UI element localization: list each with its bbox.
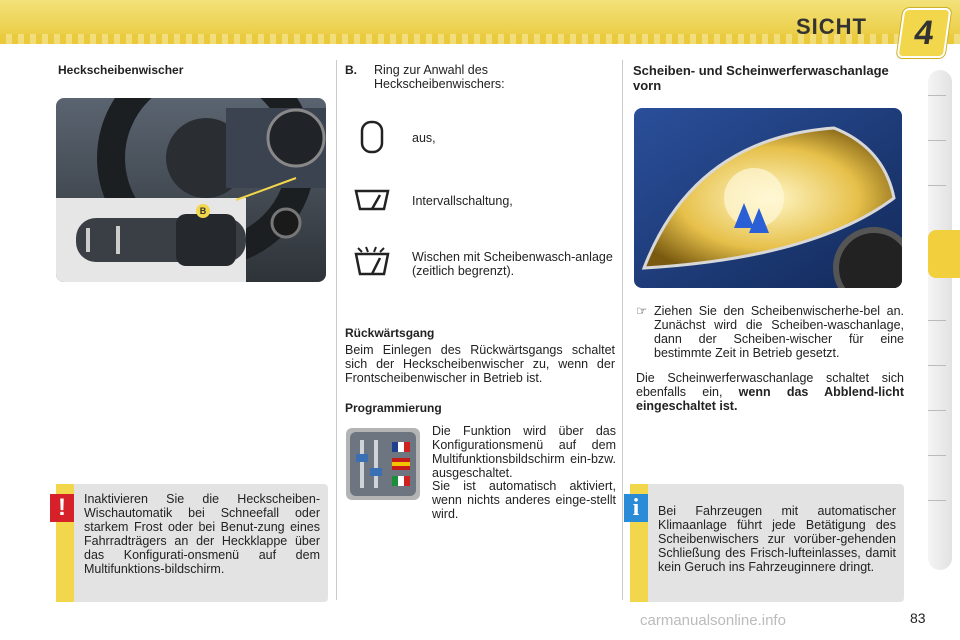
chapter-number-badge: 4 [896,8,951,58]
configuration-menu-icon [346,428,420,500]
note-text-plain: Die Scheinwerferwaschanlage schaltet sich ebenfalls ein, [636,371,904,399]
tab-divider [928,320,946,321]
programming-text-2: Sie ist automatisch aktiviert, wenn nichts anderes einge-stellt wird. [432,479,616,521]
watermark: carmanualsonline.info [640,612,786,629]
page-number: 83 [910,610,926,626]
headlamp-photo [634,108,902,288]
option-off-text: aus, [412,131,436,145]
tab-divider [928,140,946,141]
wiper-interval-icon [350,183,394,223]
option-wash-text: Wischen mit Scheibenwasch-anlage (zeitlich begrenzt). [412,250,613,278]
note-text-bold: wenn das Abblend-licht eingeschaltet ist. [636,385,904,413]
info-notice [630,484,904,602]
info-icon: i [624,494,648,522]
bullet-text: Ziehen Sie den Scheibenwischerhe-bel an. Zunächst wird die Scheiben-waschanlage, dann der Scheiben-wischer für eine bestimmte Zeit in Betrieb gesetzt. [654,304,904,360]
tab-divider [928,95,946,96]
front-washer-heading: Scheiben- und Scheinwerferwaschanlage vorn [633,63,889,93]
ring-text: Ring zur Anwahl des Heckscheibenwischers: [374,63,505,91]
option-interval-text: Intervallschaltung, [412,194,513,208]
wiper-wash-icon [350,244,394,284]
wiper-off-icon [350,118,394,158]
tab-divider [928,185,946,186]
warning-text: Inaktivieren Sie die Heckscheiben-Wischautomatik bei Schneefall oder starkem Frost oder bei Benut-zung eines Fahrradträgers an der Heckklappe über das Konfigurati-onsmenü auf dem Multifunktions-bildschirm. [84,492,320,576]
rear-wiper-stalk-photo [56,98,326,282]
chapter-title: SICHT [796,14,867,39]
rear-wiper-heading: Heckscheibenwischer [58,63,184,77]
column-divider [622,60,623,600]
headlamp-washer-note [636,371,904,413]
active-chapter-tab[interactable] [928,230,960,278]
image-callout-b: B [196,204,210,218]
warning-notice [56,484,328,602]
bullet-icon: ☞ [636,304,648,318]
tab-divider [928,500,946,501]
tab-divider [928,410,946,411]
info-text: Bei Fahrzeugen mit automatischer Klimaanlage führt jede Betätigung des Scheibenwischers zur vorüber-gehenden Schließung des Frisch-lufteinlasses, damit kein Geruch ins Fahrzeuginnere dringt. [658,504,896,574]
tab-divider [928,365,946,366]
reverse-gear-text: Beim Einlegen des Rückwärtsgangs schaltet sich der Heckscheibenwischer zu, wenn der Frontscheibenwischer in Betrieb ist. [345,343,615,385]
column-divider [336,60,337,600]
programming-text-1: Die Funktion wird über das Konfigurationsmenü auf dem Multifunktionsbildschirm ein-bzw. ausgeschaltet. [432,424,616,480]
ring-label: B. [345,63,357,77]
programming-heading: Programmierung [345,401,442,415]
reverse-gear-heading: Rückwärtsgang [345,326,435,340]
warning-icon: ! [50,494,74,522]
tab-divider [928,455,946,456]
